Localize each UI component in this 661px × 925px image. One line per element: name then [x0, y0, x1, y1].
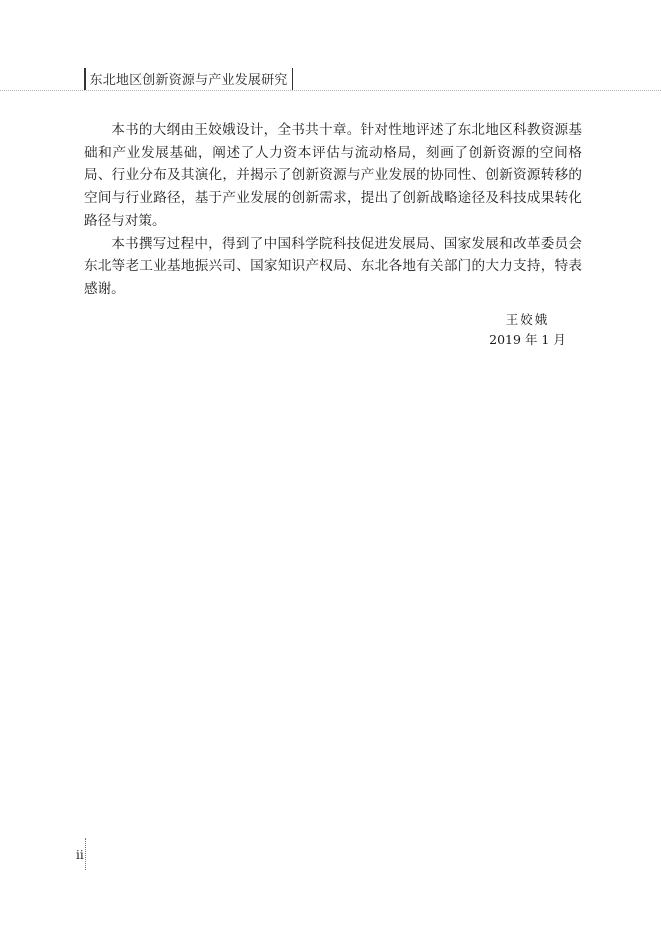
page-number: ii — [76, 848, 84, 862]
paragraph: 本书的大纲由王姣娥设计，全书共十章。针对性地评述了东北地区科教资源基础和产业发展基础，阐述了人力资本评估与流动格局，刻画了创新资源的空间格局、行业分布及其演化，并揭示了创新资源与产业发展的协同性、创新资源转移的空间与行业路径，基于产业发展的创新需求，提出了创新战略途径及科技成果转化路径与对策。 — [84, 122, 582, 229]
body-text — [84, 119, 582, 301]
signature-date: 2019 年 1 月 — [489, 332, 566, 347]
footer-rule — [85, 838, 86, 870]
running-head-right-bar — [292, 68, 294, 90]
running-head-title: 东北地区创新资源与产业发展研究 — [89, 73, 288, 88]
running-head — [84, 66, 293, 91]
paragraph: 本书撰写过程中，得到了中国科学院科技促进发展局、国家发展和改革委员会东北等老工业基地振兴司、国家知识产权局、东北各地有关部门的大力支持，特表感谢。 — [84, 235, 582, 297]
header-rule — [0, 90, 661, 91]
author-signature: 王姣娥 — [505, 312, 550, 327]
